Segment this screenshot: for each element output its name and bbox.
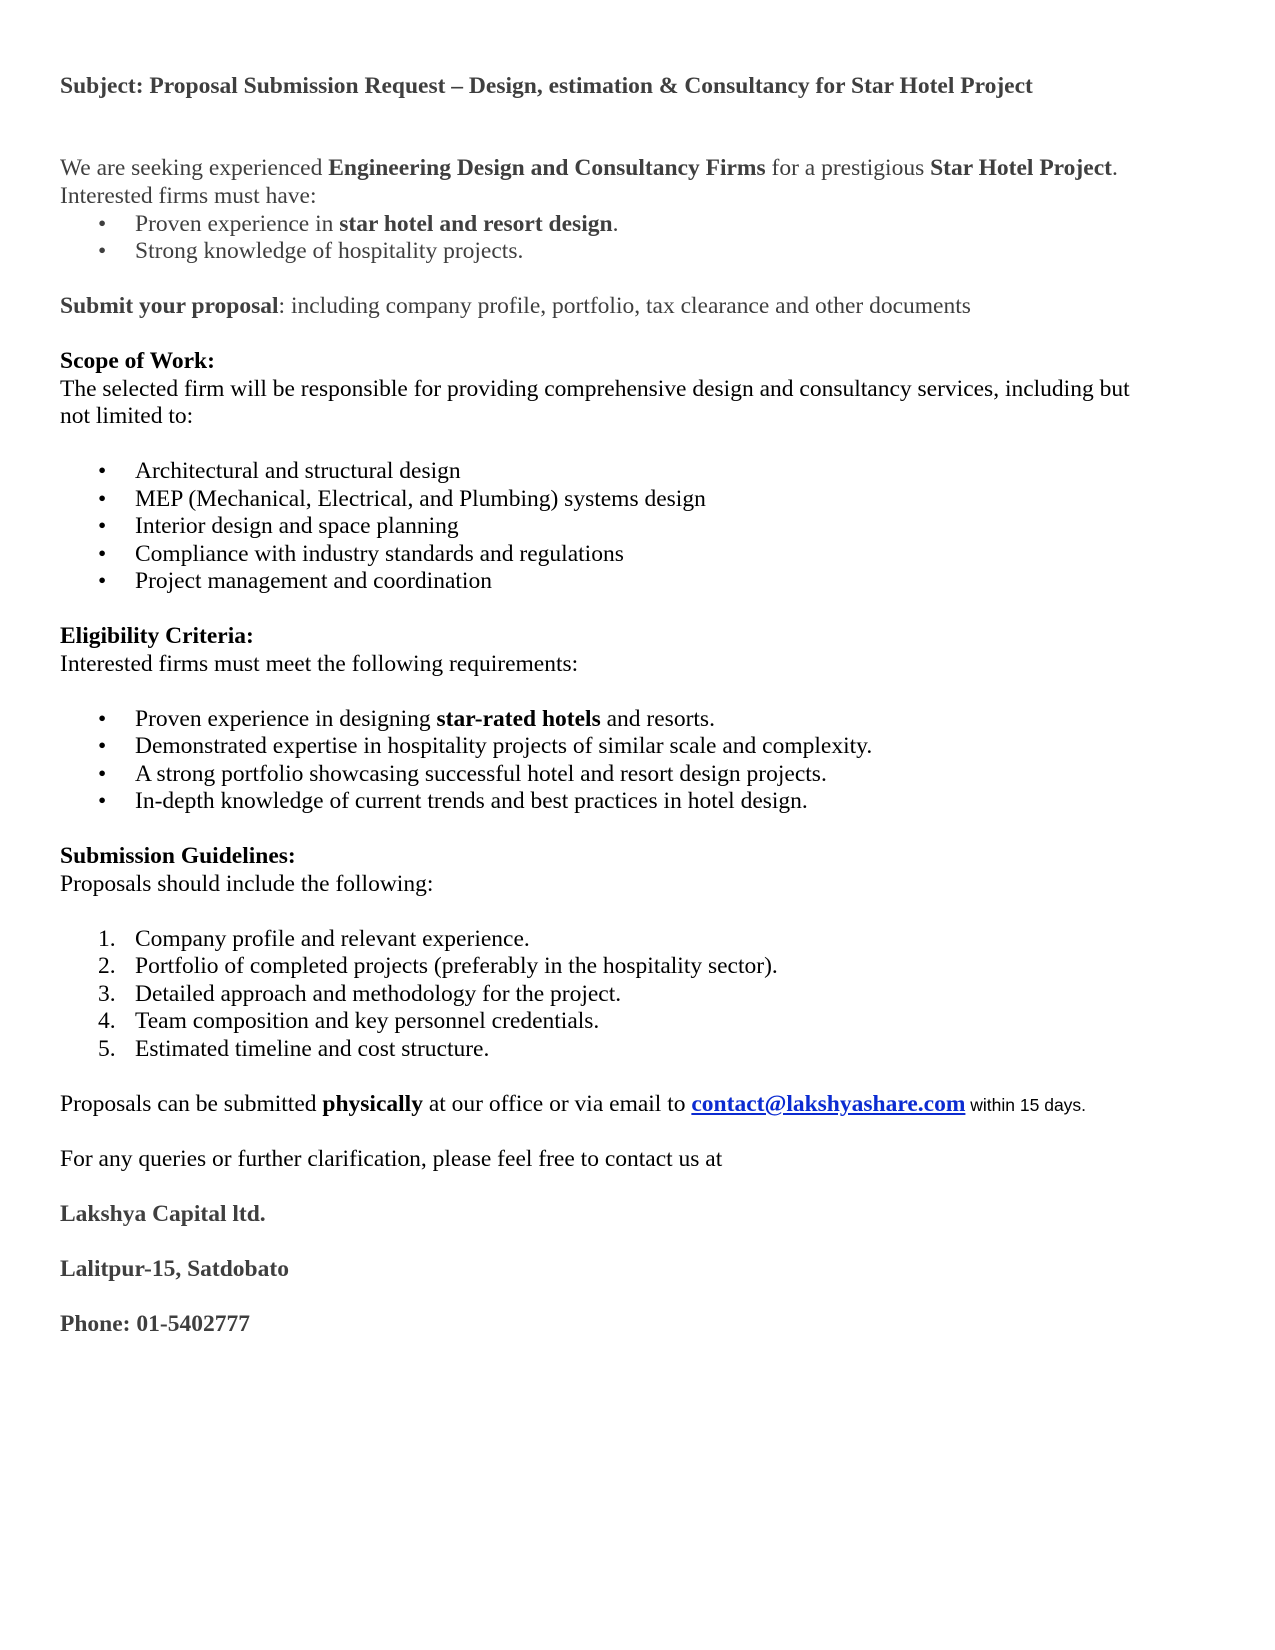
intro-project-bold: Star Hotel Project (930, 155, 1112, 181)
eligibility-heading: Eligibility Criteria: (60, 623, 254, 649)
scope-item-text: MEP (Mechanical, Electrical, and Plumbing) systems design (135, 486, 706, 512)
bullet-icon: • (98, 238, 107, 264)
guideline-number: 3. (98, 981, 116, 1007)
guideline-text: Detailed approach and methodology for the project. (135, 981, 622, 1007)
scope-description-line-1: The selected firm will be responsible for providing comprehensive design and consultancy services, including but (60, 376, 1130, 402)
bullet-icon: • (98, 733, 107, 759)
queries-line: For any queries or further clarification, please feel free to contact us at (60, 1146, 723, 1172)
subject-line: Subject: Proposal Submission Request – Design, estimation & Consultancy for Star Hotel Project (60, 73, 1033, 99)
eligibility-item-text: In-depth knowledge of current trends and best practices in hotel design. (135, 788, 808, 814)
submission-line (60, 1090, 1086, 1119)
submit-label: Submit your proposal (60, 293, 279, 319)
bullet-bold: star hotel and resort design (339, 211, 613, 237)
guideline-number: 2. (98, 953, 116, 979)
eligibility-intro: Interested firms must meet the following requirements: (60, 651, 579, 677)
email-link[interactable]: contact@lakshyashare.com (691, 1091, 966, 1117)
submission-physically: physically (322, 1091, 423, 1117)
scope-heading: Scope of Work: (60, 348, 215, 374)
bullet-text-end: . (612, 211, 619, 237)
scope-item-text: Compliance with industry standards and regulations (135, 541, 624, 567)
scope-description-line-2: not limited to: (60, 403, 194, 429)
submission-deadline: within 15 days. (965, 1095, 1087, 1115)
bullet-icon: • (98, 568, 107, 594)
intro-requirements: Interested firms must have: (60, 183, 317, 209)
bullet-icon: • (98, 761, 107, 787)
submit-text: : including company profile, portfolio, tax clearance and other documents (278, 293, 971, 319)
bullet-icon: • (98, 513, 107, 539)
bullet-text: Strong knowledge of hospitality projects. (135, 238, 524, 264)
submission-text-2: at our office or via email to (422, 1091, 692, 1117)
submit-proposal-line (60, 292, 971, 320)
company-phone: Phone: 01-5402777 (60, 1311, 250, 1337)
company-name: Lakshya Capital ltd. (60, 1201, 266, 1227)
eligibility-item-text-end: and resorts. (600, 706, 715, 732)
bullet-text: Proven experience in (135, 211, 340, 237)
guideline-text: Company profile and relevant experience. (135, 926, 530, 952)
scope-item-text: Project management and coordination (135, 568, 492, 594)
scope-item-text: Architectural and structural design (135, 458, 461, 484)
eligibility-item-bold: star-rated hotels (436, 706, 601, 732)
guidelines-heading: Submission Guidelines: (60, 843, 296, 869)
guideline-number: 1. (98, 926, 116, 952)
guideline-text: Portfolio of completed projects (preferably in the hospitality sector). (135, 953, 778, 979)
company-address: Lalitpur-15, Satdobato (60, 1256, 289, 1282)
intro-paragraph (60, 154, 1118, 182)
bullet-icon: • (98, 211, 107, 237)
intro-text-3: . (1111, 155, 1118, 181)
bullet-icon: • (98, 486, 107, 512)
scope-item-text: Interior design and space planning (135, 513, 459, 539)
bullet-icon: • (98, 458, 107, 484)
guidelines-intro: Proposals should include the following: (60, 871, 434, 897)
submission-text: Proposals can be submitted (60, 1091, 323, 1117)
intro-text-2: for a prestigious (765, 155, 931, 181)
eligibility-item-text: Demonstrated expertise in hospitality projects of similar scale and complexity. (135, 733, 873, 759)
guideline-text: Estimated timeline and cost structure. (135, 1036, 490, 1062)
eligibility-item-text: Proven experience in designing (135, 706, 437, 732)
guideline-number: 5. (98, 1036, 116, 1062)
bullet-icon: • (98, 706, 107, 732)
bullet-icon: • (98, 541, 107, 567)
intro-firms-bold: Engineering Design and Consultancy Firms (328, 155, 766, 181)
eligibility-item-text: A strong portfolio showcasing successful hotel and resort design projects. (135, 761, 827, 787)
guideline-text: Team composition and key personnel credentials. (135, 1008, 600, 1034)
bullet-icon: • (98, 788, 107, 814)
guideline-number: 4. (98, 1008, 116, 1034)
intro-text-1: We are seeking experienced (60, 155, 329, 181)
